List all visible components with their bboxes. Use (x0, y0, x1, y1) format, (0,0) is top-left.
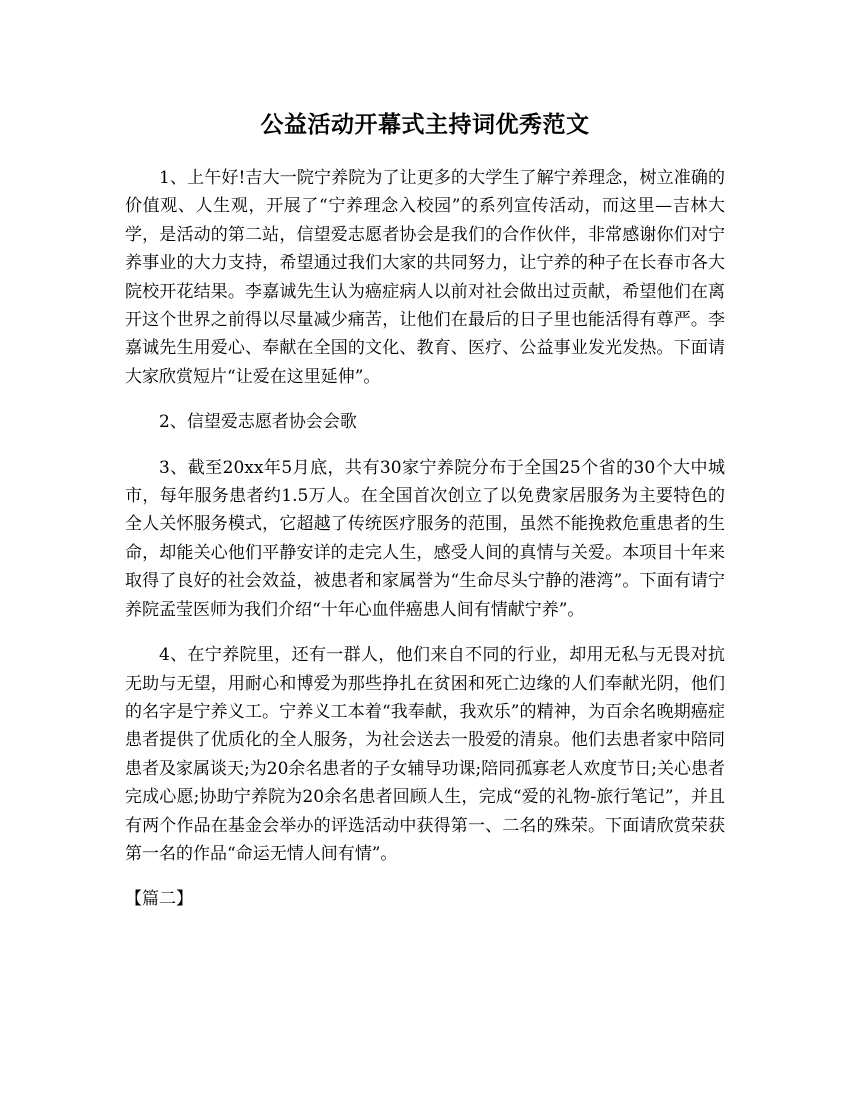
document-body (125, 164, 725, 931)
paragraph-4: 4、在宁养院里，还有一群人，他们来自不同的行业，却用无私与无畏对抗无助与无望，用耐心和博爱为那些挣扎在贫困和死亡边缘的人们奉献光阴，他们的名字是宁养义工。宁养义工本着“我奉献，我欢乐”的精神，为百余名晚期癌症患者提供了优质化的全人服务，为社会送去一股爱的清泉。他们去患者家中陪同患者及家属谈天;为20余名患者的子女辅导功课;陪同孤寡老人欢度节日;关心患者完成心愿;协助宁养院为20余名患者回顾人生，完成“爱的礼物-旅行笔记”，并且有两个作品在基金会举办的评选活动中获得第一、二名的殊荣。下面请欣赏荣获第一名的作品“命运无情人间有情”。 (125, 645, 725, 864)
paragraph-1: 1、上午好!吉大一院宁养院为了让更多的大学生了解宁养理念，树立准确的价值观、人生观，开展了“宁养理念入校园”的系列宣传活动，而这里—吉林大学，是活动的第二站，信望爱志愿者协会是我们的合作伙伴，非常感谢你们对宁养事业的大力支持，希望通过我们大家的共同努力，让宁养的种子在长春市各大院校开花结果。李嘉诚先生认为癌症病人以前对社会做出过贡献，希望他们在离开这个世界之前得以尽量减少痛苦，让他们在最后的日子里也能活得有尊严。李嘉诚先生用爱心、奉献在全国的文化、教育、医疗、公益事业发光发热。下面请大家欣赏短片“让爱在这里延伸”。 (125, 168, 725, 387)
section-marker: 【篇二】 (125, 889, 193, 910)
paragraph-2: 2、信望爱志愿者协会会歌 (159, 412, 357, 433)
paragraph-3: 3、截至20xx年5月底，共有30家宁养院分布于全国25个省的30个大中城市，每年服务患者约1.5万人。在全国首次创立了以免费家居服务为主要特色的全人关怀服务模式，它超越了传统医疗服务的范围，虽然不能挽救危重患者的生命，却能关心他们平静安详的走完人生，感受人间的真情与关爱。本项目十年来取得了良好的社会效益，被患者和家属誉为“生命尽头宁静的港湾”。下面有请宁养院孟莹医师为我们介绍“十年心血伴癌患人间有情献宁养”。 (125, 457, 725, 620)
document-title: 公益活动开幕式主持词优秀范文 (260, 112, 590, 138)
